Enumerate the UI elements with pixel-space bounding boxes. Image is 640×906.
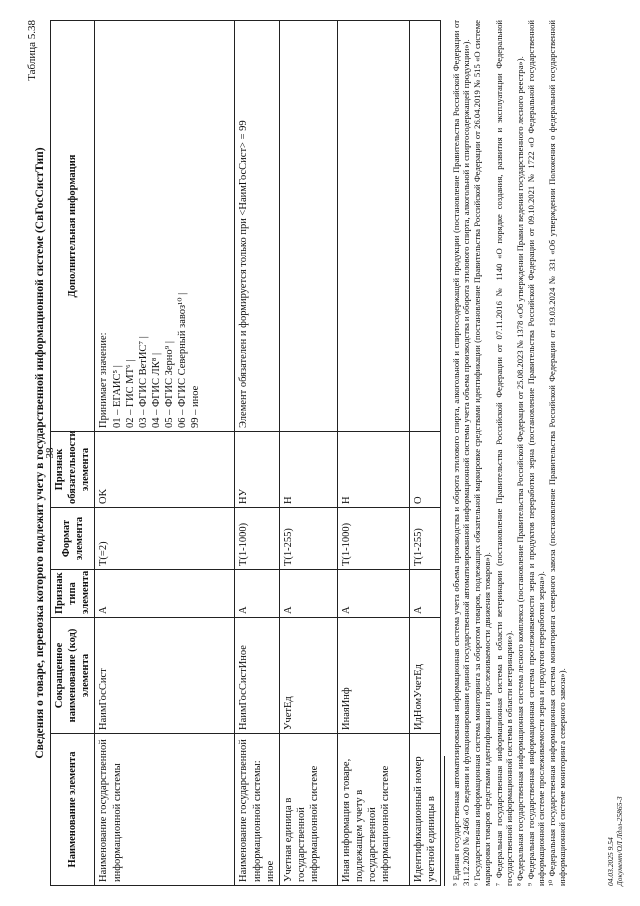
cell-code: ИдНомУчетЕд — [409, 618, 440, 734]
header-code: Сокращенное наименование (код) элемента — [51, 618, 95, 734]
header-name: Наименование элемента — [51, 734, 95, 886]
cell-format: T(1-255) — [409, 508, 440, 570]
cell-code: НаимГосСистИное — [235, 618, 279, 734]
stamp-line-2: Документ/ОЛ Лдлл-25865-3 — [615, 796, 624, 886]
cell-format: T(=2) — [95, 508, 235, 570]
cell-name: Учетная единица в государственной информационной системе — [279, 734, 337, 886]
cell-code: НаимГосСист — [95, 618, 235, 734]
info-line: 04 – ФГИС ЛК⁸ | — [150, 352, 162, 428]
info-line: 06 – ФГИС Северный завоз¹⁰ | — [177, 292, 189, 428]
info-line: 03 – ФГИС ВетИС⁷ | — [137, 336, 149, 428]
header-format: Формат элемента — [51, 508, 95, 570]
footnote-7: ⁷ Федеральная государственная информационная система в области ветеринарии (постановление Правительства Российской Федерации от 07.11.2016 № 1140 «О порядке создания, развития и эксплуатации Федеральной государственной информационной системы в области ветеринарии»). — [493, 20, 514, 886]
footnotes — [444, 20, 569, 886]
cell-name: Иная информация о товаре, подлежащем учету в государственной информационной системе — [337, 734, 409, 886]
footnote-10: ¹⁰ Федеральная государственная информационная система мониторинга северного завоза (постановление Правительства Российской Федерации от 19.03.2024 № 331 «Об утверждении Положения о федеральной государственной информационной системе мониторинга северного завоза»). — [547, 20, 568, 886]
cell-format: T(1-1000) — [337, 508, 409, 570]
table-title: Сведения о товаре, перевозка которого подлежит учету в государственной информационной системе (СвГосСистТип) — [34, 147, 46, 759]
info-line: 02 – ГИС МТ⁶ | — [124, 359, 136, 428]
cell-format: T(1-255) — [279, 508, 337, 570]
cell-info — [95, 21, 235, 432]
header-required: Признак обязательности элемента — [51, 432, 95, 508]
info-line: Элемент обязателен и формируется только при <НаимГосСист> = 99 — [238, 120, 250, 428]
cell-type: А — [409, 570, 440, 618]
cell-type: А — [235, 570, 279, 618]
cell-info — [337, 21, 409, 432]
info-line: Принимает значение: — [98, 332, 110, 428]
header-type: Признак типа элемента — [51, 570, 95, 618]
footnote-9: ⁹ Федеральная государственная информационная система прослеживаемости зерна и продуктов переработки зерна (постановление Правительства Российской Федерации от 09.10.2021 № 1722 «О Федеральной государственной информационной системе прослеживаемости зерна и продуктов переработки зерна»). — [525, 20, 547, 886]
table-row — [279, 21, 337, 886]
document-stamp — [606, 796, 624, 886]
table-row — [95, 21, 235, 886]
cell-required: OK — [95, 432, 235, 508]
cell-type: А — [279, 570, 337, 618]
cell-format: T(1-1000) — [235, 508, 279, 570]
footnote-6: ⁶ Государственная информационная система мониторинга за оборотом товаров, подлежащих обязательной маркировке средствами идентификации (постановление Правительства Российской Федерации от 26.04.2019 № 515 «О системе маркировки товаров средствами идентификации и прослеживаемости движения товаров»). — [472, 20, 493, 886]
page-number: 38 — [44, 447, 56, 459]
table-row — [409, 21, 440, 886]
cell-type: А — [95, 570, 235, 618]
cell-required: Н — [279, 432, 337, 508]
info-line: 01 – ЕГАИС⁵ | — [111, 365, 123, 428]
table-row — [337, 21, 409, 886]
cell-name: Наименование государственной информационной системы — [95, 734, 235, 886]
info-line: 99 – иное — [190, 385, 202, 428]
cell-info — [235, 21, 279, 432]
info-line: 05 – ФГИС Зерно⁹ | — [164, 340, 175, 428]
cell-info — [279, 21, 337, 432]
cell-required: НУ — [235, 432, 279, 508]
table-row — [235, 21, 279, 886]
stamp-line-1: 04.03.2025 9.54 — [606, 837, 615, 886]
footnote-5: ⁵ Единая государственная автоматизированная информационная система учета объема производства и оборота этилового спирта, алкогольной и спиртосодержащей продукции (постановление Правительства Российской Федерации от 31.12.2020 № 2466 «О ведении и функционировании единой государственной автоматизированной информационной системы учета объема производства и оборота этилового спирта, алкогольной и спиртосодержащей продукции»). — [451, 20, 472, 886]
footnote-rule — [444, 756, 445, 886]
cell-required: О — [409, 432, 440, 508]
elements-table — [50, 20, 441, 886]
footnote-8: ⁸ Федеральная государственная информационная система лесного комплекса (постановление Правительства Российской Федерации от 25.08.2023 № 1378 «Об утверждении Правил ведения государственного лесного реестра»). — [514, 56, 525, 886]
cell-name: Наименование государственной информационной системы: иное — [235, 734, 279, 886]
cell-code: УчетЕд — [279, 618, 337, 734]
cell-required: Н — [337, 432, 409, 508]
cell-type: А — [337, 570, 409, 618]
header-info: Дополнительная информация — [51, 21, 95, 432]
cell-info — [409, 21, 440, 432]
table-header-row — [51, 21, 95, 886]
cell-name: Идентификационный номер учетной единицы в — [409, 734, 440, 886]
cell-code: ИнаяИнф — [337, 618, 409, 734]
table-number: Таблица 5.38 — [26, 20, 38, 81]
